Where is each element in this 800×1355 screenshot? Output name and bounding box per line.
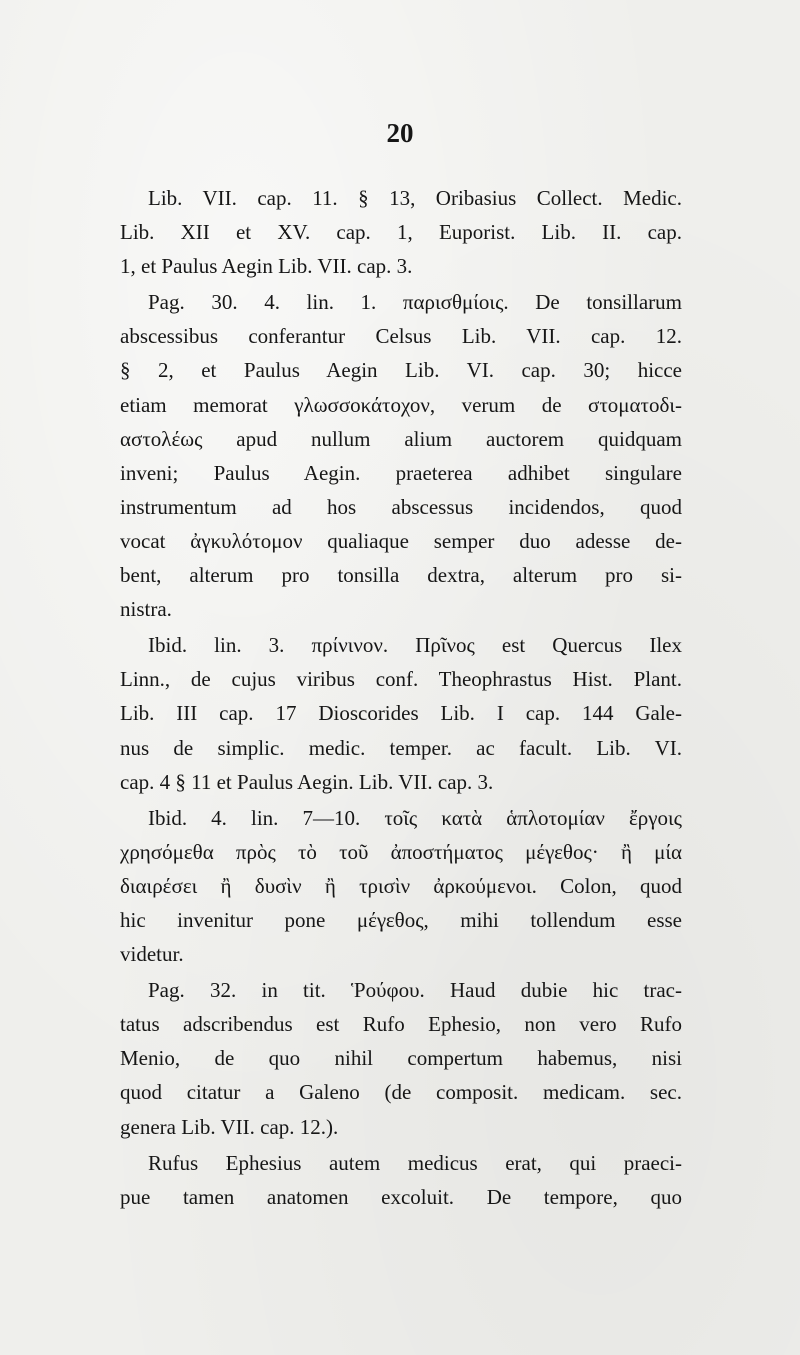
text-line: vocat ἀγκυλότομον qualiaque semper duo adesse de- <box>120 528 682 553</box>
text-line: hic invenitur pone μέγεθος, mihi tollendum esse <box>120 907 682 932</box>
text-line: § 2, et Paulus Aegin Lib. VI. cap. 30; hicce <box>120 358 682 383</box>
text-line: Lib. III cap. 17 Dioscorides Lib. I cap. 144 Gale- <box>120 701 682 726</box>
text-line: nistra. <box>120 597 172 622</box>
text-line: χρησόμεθα πρὸς τὸ τοῦ ἀποστήματος μέγεθος· ἢ μία <box>120 839 682 864</box>
paragraph-6 <box>120 1146 682 1214</box>
text-line: abscessibus conferantur Celsus Lib. VII. cap. 12. <box>120 324 682 349</box>
text-line: videtur. <box>120 942 184 967</box>
text-line: quod citatur a Galeno (de composit. medicam. sec. <box>120 1080 682 1105</box>
text-line: instrumentum ad hos abscessus incidendos, quod <box>120 494 682 519</box>
text-line: Lib. VII. cap. 11. § 13, Oribasius Collect. Medic. <box>148 186 682 210</box>
text-line: Pag. 30. 4. lin. 1. παρισθμίοις. De tonsillarum <box>148 290 682 315</box>
paragraph-5 <box>120 973 682 1143</box>
text-line: etiam memorat γλωσσοκάτοχον, verum de στοματοδι- <box>120 392 682 417</box>
text-line: 1, et Paulus Aegin Lib. VII. cap. 3. <box>120 254 413 279</box>
page-number: 20 <box>386 118 414 148</box>
text-line: genera Lib. VII. cap. 12.). <box>120 1114 339 1139</box>
text-line: Rufus Ephesius autem medicus erat, qui praeci- <box>148 1150 682 1175</box>
text-line: tatus adscribendus est Rufo Ephesio, non vero Rufo <box>120 1012 682 1037</box>
text-line: pue tamen anatomen excoluit. De tempore, quo <box>120 1184 682 1209</box>
text-line: cap. 4 § 11 et Paulus Aegin. Lib. VII. cap. 3. <box>120 769 494 794</box>
paragraph-4 <box>120 801 682 971</box>
text-line: Pag. 32. in tit. Ῥούφου. Haud dubie hic trac- <box>148 978 682 1003</box>
paragraph-3 <box>120 628 682 798</box>
text-line: Lib. XII et XV. cap. 1, Euporist. Lib. II. cap. <box>120 220 682 245</box>
paragraph-2 <box>120 285 682 626</box>
text-line: Ibid. 4. lin. 7—10. τοῖς κατὰ ἁπλοτομίαν ἔργοις <box>148 805 682 830</box>
text-line: Ibid. lin. 3. πρίνινον. Πρῖνος est Quercus Ilex <box>148 633 682 658</box>
text-line: διαιρέσει ἢ δυσὶν ἢ τρισὶν ἀρκούμενοι. Colon, quod <box>120 873 682 898</box>
text-line: Menio, de quo nihil compertum habemus, nisi <box>120 1046 682 1071</box>
text-line: nus de simplic. medic. temper. ac facult. Lib. VI. <box>120 735 682 760</box>
text-line: inveni; Paulus Aegin. praeterea adhibet singulare <box>120 460 682 485</box>
text-line: bent, alterum pro tonsilla dextra, alterum pro si- <box>120 563 682 588</box>
text-line: αστολέως apud nullum alium auctorem quidquam <box>120 426 682 451</box>
body-text <box>120 181 682 1216</box>
paragraph-1 <box>120 181 682 283</box>
text-line: Linn., de cujus viribus conf. Theophrastus Hist. Plant. <box>120 667 682 692</box>
